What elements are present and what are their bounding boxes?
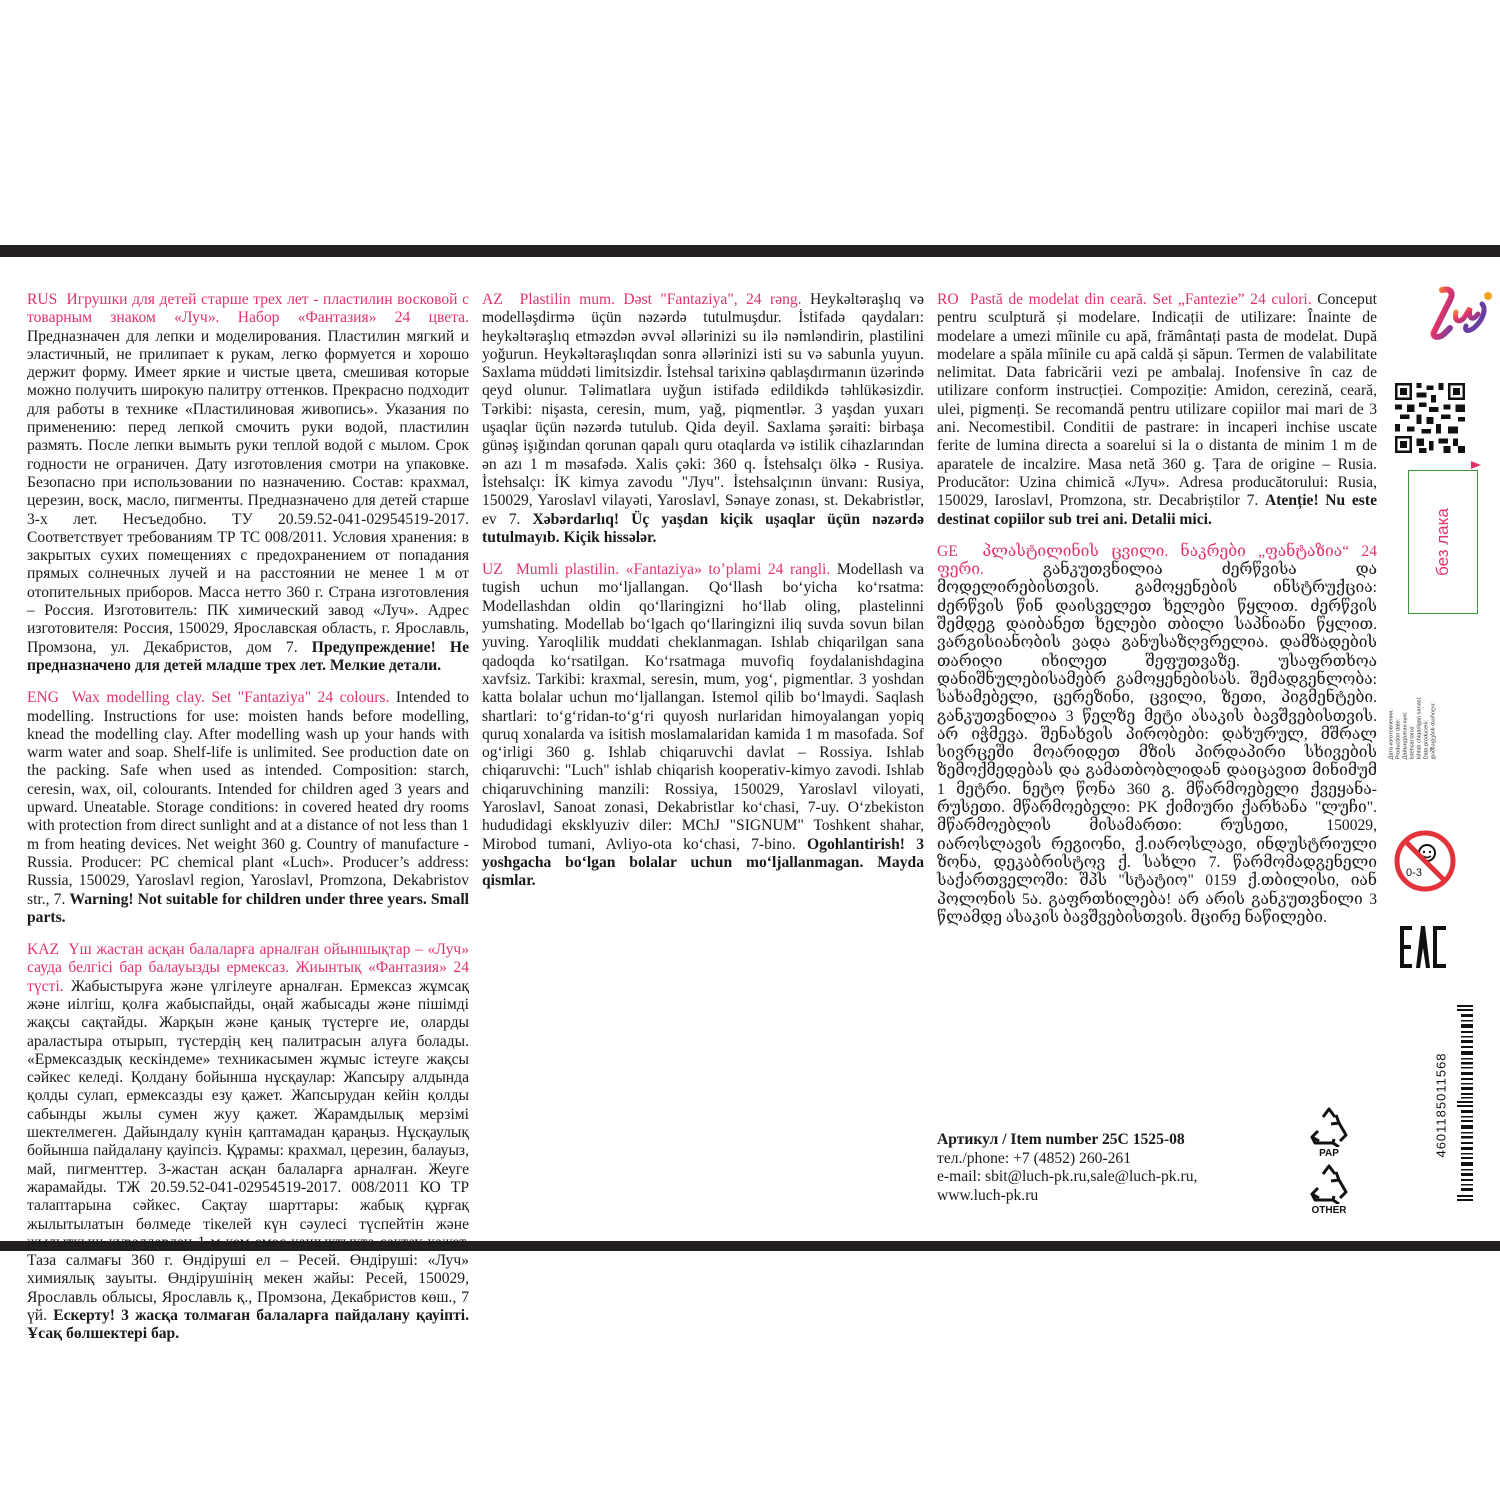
recycle-pap-label: PAP: [1319, 1148, 1339, 1159]
barcode: [1433, 1005, 1473, 1205]
eac-mark: [1400, 926, 1446, 968]
section-az: [482, 291, 924, 547]
phone-text: тел./phone: +7 (4852) 260-261: [937, 1149, 1132, 1167]
text-column-2: [482, 291, 924, 905]
text-column-1: [27, 291, 469, 1358]
section-kaz: [27, 941, 469, 1344]
date-label: Data producerii:: [1423, 719, 1430, 760]
recycle-icon: [1306, 1164, 1352, 1204]
lang-code: GE: [937, 542, 958, 560]
recycle-icon: [1306, 1107, 1352, 1147]
section-body: Modellash va tugish uchun mo‘ljallangan. Qo‘llash bo‘yicha ko‘rsatma: Modellashdan oldin qo‘llaringizni ho‘llab oling, plastelinni yumshating. Modellab bo‘lgach qo‘llaringizni iliq suvda sovun bilan yuving. Yaroqlilik muddati cheklanmagan. Ishlab chiqarilgan sana qadoqda ko‘rsatilgan. Ko‘rsatmaga muvofiq foydalanishdagina xavfsiz. Tarkibi: kraxmal, seresin, mum, yog‘, pigmentlar. 3 yoshdan katta bolalar uchun mo‘ljallangan. Istemol qilib bo‘lmaydi. Saqlash shartlari: to‘g‘ridan-to‘g‘ri quyosh nurlaridan himoyalangan yopiq quruq xonalarda va isitish moslamalaridan kamida 1 m masofada. Sof og‘irligi 360 g. Ishlab chiqaruvchi davlat – Rossiya. Ishlab chiqaruvchi: "Luch" ishlab chiqarish kooperativ-kimyo zavodi. Ishlab chiqaruvchining manzili: Rossiya, 150029, Yaroslavl viloyati, Yaroslavl, Sanoat zonasi, Dekabristlar ko‘chasi, 7-uy. O‘zbekiston hududidagi eksklyuziv diler: MChJ "SIGNUM" Toshkent shahar, Mirobod tumani, Avliyo-ota ko‘chasi, 7-bino.: [482, 561, 924, 853]
lang-code: RUS: [27, 291, 58, 308]
date-label: დამზადების თარიღი:: [1430, 702, 1437, 760]
red-flag-icon: [1471, 461, 1481, 471]
section-body: Предназначен для лепки и моделирования. Пластилин мягкий и эластичный, не прилипает к рукам, легко формуется и хорошо держит форму. Имеет яркие и чистые цвета, смешивая которые можно получить широкую палитру оттенков. Прекрасно подходит для работы в технике «Пластилиновая живопись». Указания по применению: перед лепкой смочить руки водой, пластилин размять. После лепки вымыть руки теплой водой с мылом. Срок годности не ограничен. Дату изготовления смотри на упаковке. Безопасно при использовании по назначению. Состав: крахмал, церезин, воск, масло, пигменты. Предназначено для детей старше 3-х лет. Несъедобно. ТУ 20.59.52-041-02954519-2017. Соответствует требованиям ТР ТС 008/2011. Условия хранения: в закрытых сухих помещениях с предохранением от попадания прямых солнечных лучей и на расстоянии не менее 1 м от отопительных приборов. Масса нетто 360 г. Страна изготовления – Россия. Изготовитель: ПК химический завод «Луч». Адрес изготовителя: Россия, 150029, Ярославская область, г. Ярославль, Промзона, ул. Декабристов, дом 7.: [27, 327, 469, 656]
no-varnish-box: [1408, 470, 1478, 614]
article-contact-block: [937, 1131, 1317, 1205]
item-number: Артикул / Item number 25С 1525-08: [937, 1131, 1185, 1148]
section-heading: Mumli plastilin. «Fantaziya» to’plami 24 rangli.: [515, 561, 831, 579]
recycle-pap-mark: [1306, 1107, 1352, 1159]
section-warning: Ескерту! 3 жасқа толмаған балаларға пайдалану қауіпті. Ұсақ бөлшектері бар.: [27, 1307, 469, 1343]
section-warning: Xəbərdarlıq! Üç yaşdan kiçik uşaqlar üçün nəzərdə tutulmayıb. Kiçik hissələr.: [482, 510, 925, 546]
date-label: Дата изготовления:: [1388, 709, 1395, 760]
date-label: Дайындалған күні:: [1402, 711, 1409, 760]
section-heading: პლასტილინის ცვილი. ნაკრები „ფანტაზია“ 24 ფერი.: [937, 542, 1377, 579]
section-heading: Pastă de modelat din ceară. Set „Fantezie” 24 culori.: [969, 291, 1312, 308]
section-body: Intended to modelling. Instructions for use: moisten hands before modelling, knead the modelling clay. After modelling wash up your hands with warm water and soap. Shelf-life is unlimited. See production date on the packing. Safe when used as intended. Composition: starch, ceresin, wax, oil, colourants. Intended for children aged 3 years and upward. Uneatable. Storage conditions: in covered heated dry rooms with protection from direct sunlight and at a distance of not less than 1 m from heating devices. Net weight 360 g. Country of manufacture - Russia. Producer: PC chemical plant «Luch». Producer’s address: Russia, 150029, Yaroslavl region, Yaroslavl, Promzona, Dekabristov str., 7.: [27, 689, 470, 908]
qr-code-icon: [1395, 383, 1465, 453]
top-dark-band: [0, 245, 1500, 257]
section-ro: [937, 291, 1377, 529]
section-eng: [27, 689, 469, 927]
lang-code: AZ: [482, 291, 503, 308]
eac-icon: [1400, 926, 1446, 968]
section-rus: [27, 291, 469, 675]
date-label: Production date:: [1395, 718, 1402, 760]
lang-code: ENG: [27, 689, 60, 707]
recycle-other-label: OTHER: [1311, 1205, 1347, 1216]
website-text: www.luch-pk.ru: [937, 1186, 1039, 1204]
section-body: Heykəltəraşlıq və modelləşdirmə üçün nəzərdə tutulmuşdur. İstifadə qaydaları: heykəltəraşlıq etməzdən əvvəl əllərinizi su ilə nəmləndirin, plastilini yoğurun. Heykəltəraşlıqdan sonra əllərinizi isti su və sabunla yuyun. Saxlama müddəti limitsizdir. İstehsal tarixinə qablaşdırmanın üzərində qeyd olunur. Təlimatlara uyğun istifadə edildikdə təhlükəsizdir. Tərkibi: nişasta, ceresin, mum, yağ, piqmentlər. 3 yaşdan yuxarı uşaqlar üçün nəzərdə tutulub. Qida deyil. Saxlama şəraiti: birbaşa günəş işığından qorunan qapalı quru otaqlarda və istilik cihazlarından ən azı 1 m məsafədə. Xalis çəki: 360 q. İstehsalçı ölkə - Rusiya. İstehsalçı: İK kimya zavodu "Луч". İstehsalçının ünvanı: Rusiya, 150029, Yaroslavl vilayəti, Yaroslavl, Sənaye zonası, st. Dekabristlər, ev 7.: [482, 291, 924, 528]
section-body: Conceput pentru sculptură și modelare. Indicații de utilizare: Înainte de modelare a umezi mîinile cu apă, frământați pasta de modelat. După modelare a spăla mîinile cu apă caldă și săpun. Termen de valabilitate nelimitat. Data fabricării vezi pe ambalaj. Inofensive în caz de utilizare conform instrucției. Compoziție: Amidon, cerezină, ceară, ulei, pigmenți. Se recomandă pentru utilizare copiilor mai mari de 3 ani. Necomestibil. Conditii de pastrare: in incaperi inchise uscate ferite de lumina directa a soarelui si la o distanta de minim 1 m de aparatele de incalzire. Masa netă 360 g. Țara de origine – Rusia. Producător: Uzina chimică «Луч». Adresa producătorului: Rusia, 150029, Iaroslavl, Promzona, str. Decabriștilor 7.: [937, 291, 1377, 510]
text-column-3: [937, 291, 1377, 941]
lang-code: KAZ: [27, 941, 60, 959]
lang-code: RO: [937, 291, 959, 308]
date-label: İstehsal tarixi:: [1409, 725, 1416, 760]
section-body: Жабыстыруға және үлгілеуге арналған. Ермексаз жұмсақ және иілгіш, қолға жабыспайды, оңай жабысады және пішімді жақсы сақтайды. Жарқын және қанық түстерге ие, оларды араластыра отырып, түстердің кең палитрасын алуға болады. «Ермексаздық кескіндеме» техникасымен жұмыс істеуге жақсы сәйкес келеді. Қолдану бойынша нұсқаулар: Жапсыру алдында қолды сулап, ермексазды езу қажет. Жапсырудан кейін қолды сабынды жылы сумен жуу қажет. Жарамдылық мерзімі шектелмеген. Дайындалу күнін қаптамадан қараңыз. Нұсқаулық бойынша пайдалану қауіпсіз. Құрамы: крахмал, церезин, балауыз, май, пигменттер. 3-жастан асқан балаларға арналған. Жеуге жарамайды. ТЖ 20.59.52-041-02954519-2017. 008/2011 КО ТР талаптарына сәйкес. Сақтау шарттары: жабық құрғақ жылытылатын бөлмеде тікелей күн сәулесі түспейтін және жылытқыш құралдардан 1 м кем емес қашықтықта сақтау қажет. Таза салмағы 360 г. Өндіруші ел – Ресей. Өндіруші: «Луч» химиялық зауыты. Өндірушінің мекен жайы: Ресей, 150029, Ярославль облысы, Ярославль қ., Промзона, Декабристов көш., 7 үй.: [27, 977, 469, 1325]
section-heading: Үш жастан асқан балаларға арналған ойыншықтар – «Луч» сауда белгісі бар балауызды ермексаз. Жиынтық «Фантазия» 24 түсті.: [27, 941, 470, 995]
section-warning: Предупреждение! Не предназначено для детей младше трех лет. Мелкие детали.: [27, 638, 469, 674]
section-warning: Ogohlantirish! 3 yoshgacha bo‘lgan bolalar uchun mo‘ljallanmagan. Mayda qismlar.: [482, 835, 925, 890]
section-ge: [937, 543, 1377, 927]
email-text: e-mail: sbit@luch-pk.ru,sale@luch-pk.ru,: [937, 1168, 1198, 1185]
section-heading: Plastilin mum. Dəst "Fantaziya", 24 rəng.: [519, 291, 802, 308]
section-body: განკუთვნილია ძერწვისა და მოდელირებისთვის. გამოყენების ინსტრუქცია: ძერწვის წინ დაისველეთ ხელები წყლით. ძერწვის შემდეგ დაიბანეთ ხელები თბილი საპნიანი წყლით. ვარგისიანობის ვადა განუსაზღვრელია. დამზადების თარიღი იხილეთ შეფუთვაზე. უსაფრთხოა დანიშნულებისამებრ გამოყენებისას. შემადგენლობა: სახამებელი, ცერეზინი, ცვილი, ზეთი, პიგმენტები. განკუთვნილია 3 წელზე მეტი ასაკის ბავშვებისთვის. არ იჭმევა. შენახვის პირობები: დახურულ, მშრალ სივრცეში მოარიდეთ მზის პირდაპირი სხივების ზემოქმედებას და გამათბობლიდან დაიცავით მინიმუმ 1 მეტრი. ნეტო წონა 360 გ. მწარმოებელი ქვეყანა- რუსეთი. მწარმოებელი: PK ქიმიური ქარხანა "ლუჩი". მწარმოებლის მისამართი: რუსეთი, 150029, იაროსლავის რეგიონი, ქ.იაროსლავი, ინდუსტრიული ზონა, დეკაბრისტოვ ქ. სახლი 7. წარმომადგენელი საქართველოში: შპს "სტატიო" 0159 ქ.თბილისი, იან პოლონის 5ა. გაფრთხილება! არ არის განკუთვნილი 3 წლამდე ასაკის ბავშვებისთვის. მცირე ნაწილები.: [937, 561, 1377, 926]
section-warning: Atenție! Nu este destinat copiilor sub trei ani. Detalii mici.: [937, 492, 1377, 528]
barcode-number: 4601185011568: [1433, 1052, 1449, 1158]
date-label: Ishlab chiqarilgan sanasi:: [1416, 696, 1423, 760]
section-warning: Warning! Not suitable for children under three years. Small parts.: [27, 890, 469, 926]
section-uz: [482, 561, 924, 890]
section-heading: Игрушки для детей старше трех лет - пластилин восковой с товарным знаком «Луч». Набор «Фантазия» 24 цвета.: [27, 291, 469, 327]
recycle-other-mark: [1306, 1164, 1352, 1216]
age-restriction-icon: [1393, 829, 1457, 893]
production-date-labels: [1387, 686, 1439, 770]
lang-code: UZ: [482, 561, 503, 579]
age-label: 0-3: [1406, 867, 1422, 879]
no-varnish-label: без лака: [1433, 508, 1452, 576]
section-heading: Wax modelling clay. Set "Fantaziya" 24 colours.: [71, 689, 390, 707]
luch-logo-icon: [1420, 282, 1500, 348]
